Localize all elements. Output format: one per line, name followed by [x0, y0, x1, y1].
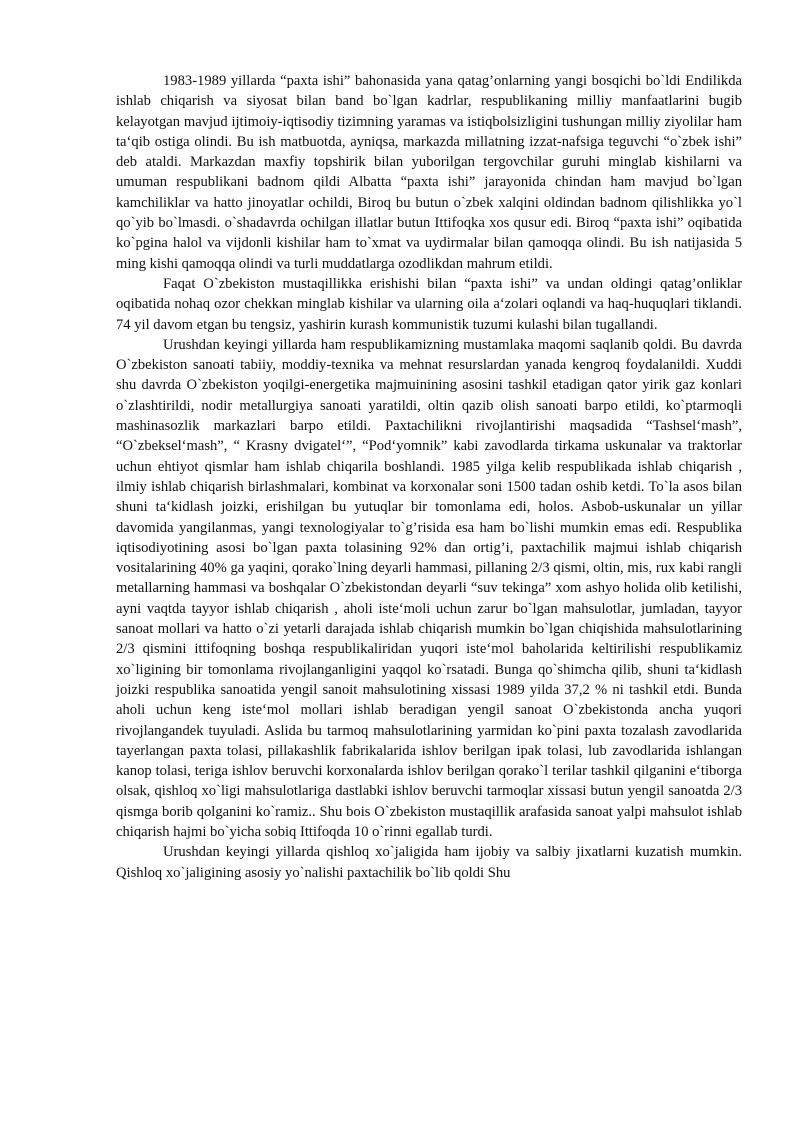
paragraph-qishloq-xojaligi: Urushdan keyingi yillarda qishloq xo`jaligida ham ijobiy va salbiy jixatlarni kuzatish mumkin. Qishloq xo`jaligining asosiy yo`nalishi paxtachilik bo`lib qoldi Shu — [116, 844, 742, 881]
paragraph-sanoat: Urushdan keyingi yillarda ham respublikamizning mustamlaka maqomi saqlanib qoldi. Bu davrda O`zbekiston sanoati tabiiy, moddiy-texnika va mehnat resurslardan yanada kengroq foydalanildi. Xuddi shu davrda O`zbekiston yoqilgi-energetika majmuinining asosini tashkil etadigan qator yirik gaz konlari o`zlashtirildi, nodir metallurgiya sanoati yaratildi, oltin qazib olish sanoati barpo etildi, ko`ptarmoqli mashinasozlik markazlari barpo etildi. Paxtachilikni rivojlantirishi maqsadida “Tashsel‘mash”, “O`zbeksel‘mash”, “ Krasny dvigatel‘”, “Pod‘yomnik” kabi zavodlarda tirkama uskunalar va traktorlar uchun ehtiyot qismlar ham ishlab chiqarila boshlandi. 1985 yilga kelib respublikada ishlab chiqarish , ilmiy ishlab chiqarish birlashmalari, kombinat va korxonalar soni 1500 tadan oshib ketdi. To`la asos bilan shuni ta‘kidlash joizki, erishilgan bu yutuqlar bir tomonlama edi, holos. Asbob-uskunalar un yillar davomida yangilanmas, yangi texnologiyalar to`g’risida esa ham bo`lishi mumkin emas edi. Respublika iqtisodiyotining asosi bo`lgan paxta tolasining 92% dan ortig’i, paxtachilik majmui ishlab chiqarish vositalarining 40% ga yaqini, qorako`lning deyarli hammasi, pillaning 2/3 qismi, oltin, mis, rux kabi rangli metallarning hammasi va boshqalar O`zbekistondan deyarli “suv tekinga” xom ashyo holida olib ketilishi, ayni vaqtda tayyor ishlab chiqarish , aholi iste‘moli uchun zarur bo`lgan mahsulotlar, jumladan, tayyor sanoat mollari va hatto o`zi yetarli darajada ishlab chiqarish mumkin bo`lgan chiqishida mahsulotlarining 2/3 qismini ittifoqning boshqa respublikaliridan yuqori iste‘mol baholarida keltirilishi respublikamiz xo`ligining bir tomonlama rivojlanganligini yaqqol ko`rsatadi. Bunga qo`shimcha qilib, shuni ta‘kidlash joizki respublika sanoatida yengil sanoit mahsulotining xissasi 1989 yilda 37,2 % ni tashkil etdi. Bunda aholi uchun keng iste‘mol mollari ishlab beradigan yengil sanoat O`zbekistonda ancha yuqori rivojlangandek tuyuladi. Aslida bu tarmoq mahsulotlarining yarmidan ko`pini paxta tozalash zavodlarida tayerlangan paxta tolasi, pillakashlik fabrikalarida ishlov berilgan ipak tolasi, lub zavodlarida ishlangan kanop tolasi, teriga ishlov beruvchi korxonalarda ishlov berilgan qorako`l terilar tashkil qilganini e‘tiborga olsak, qishloq xo`ligi mahsulotlariga dastlabki ishlov beruvchi tarmoqlar xissasi butun yengil sanoatda 2/3 qismga borib qolganini ko`ramiz.. Shu bois O`zbekiston mustaqillik arafasida sanoat yalpi mahsulot ishlab chiqarish hajmi bo`yicha sobiq Ittifoqda 10 o`rinni egallab turdi. — [116, 336, 742, 840]
paragraph-mustaqillik: Faqat O`zbekiston mustaqillikka erishishi bilan “paxta ishi” va undan oldingi qatag’onliklar oqibatida nohaq ozor chekkan minglab kishilar va ularning oila a‘zolari oqlandi va haq-huquqlari tiklandi. 74 yil davom etgan bu tengsiz, yashirin kurash kommunistik tuzumi kulashi bilan tugallandi. — [116, 275, 742, 333]
paragraph-paxta-ishi: 1983-1989 yillarda “paxta ishi” bahonasida yana qatag’onlarning yangi bosqichi bo`ldi Endilikda ishlab chiqarish va siyosat bilan band bo`lgan kadrlar, respublikaning milliy manfaatlarini bugib kelayotgan mavjud ijtimoiy-iqtisodiy tizimning yaramas va istiqbolsizligini tushungan milliy ziyolilar ham ta‘qib ostiga olindi. Bu ish matbuotda, ayniqsa, markazda millatning izzat-nafsiga teguvchi “o`zbek ishi” deb ataldi. Markazdan maxfiy topshirik bilan yuborilgan tergovchilar guruhi minglab kishilarni va umuman respublikani badnom qildi Albatta “paxta ishi” jarayonida chindan ham mavjud bo`lgan kamchiliklar va hatto jinoyatlar ochildi, Biroq bu butun o`zbek xalqini oldindan badnom qilishlikka yo`l qo`yib bo`lmasdi. o`shadavrda ochilgan illatlar butun Ittifoqka xos qusur edi. Biroq “paxta ishi” oqibatida ko`pgina halol va vijdonli kishilar ham to`xmat va uydirmalar bilan qamoqqa olindi. Bu ish natijasida 5 ming kishi qamoqqa olindi va turli muddatlarga ozodlikdan mahrum etildi. — [116, 73, 742, 272]
document-page — [116, 71, 742, 883]
